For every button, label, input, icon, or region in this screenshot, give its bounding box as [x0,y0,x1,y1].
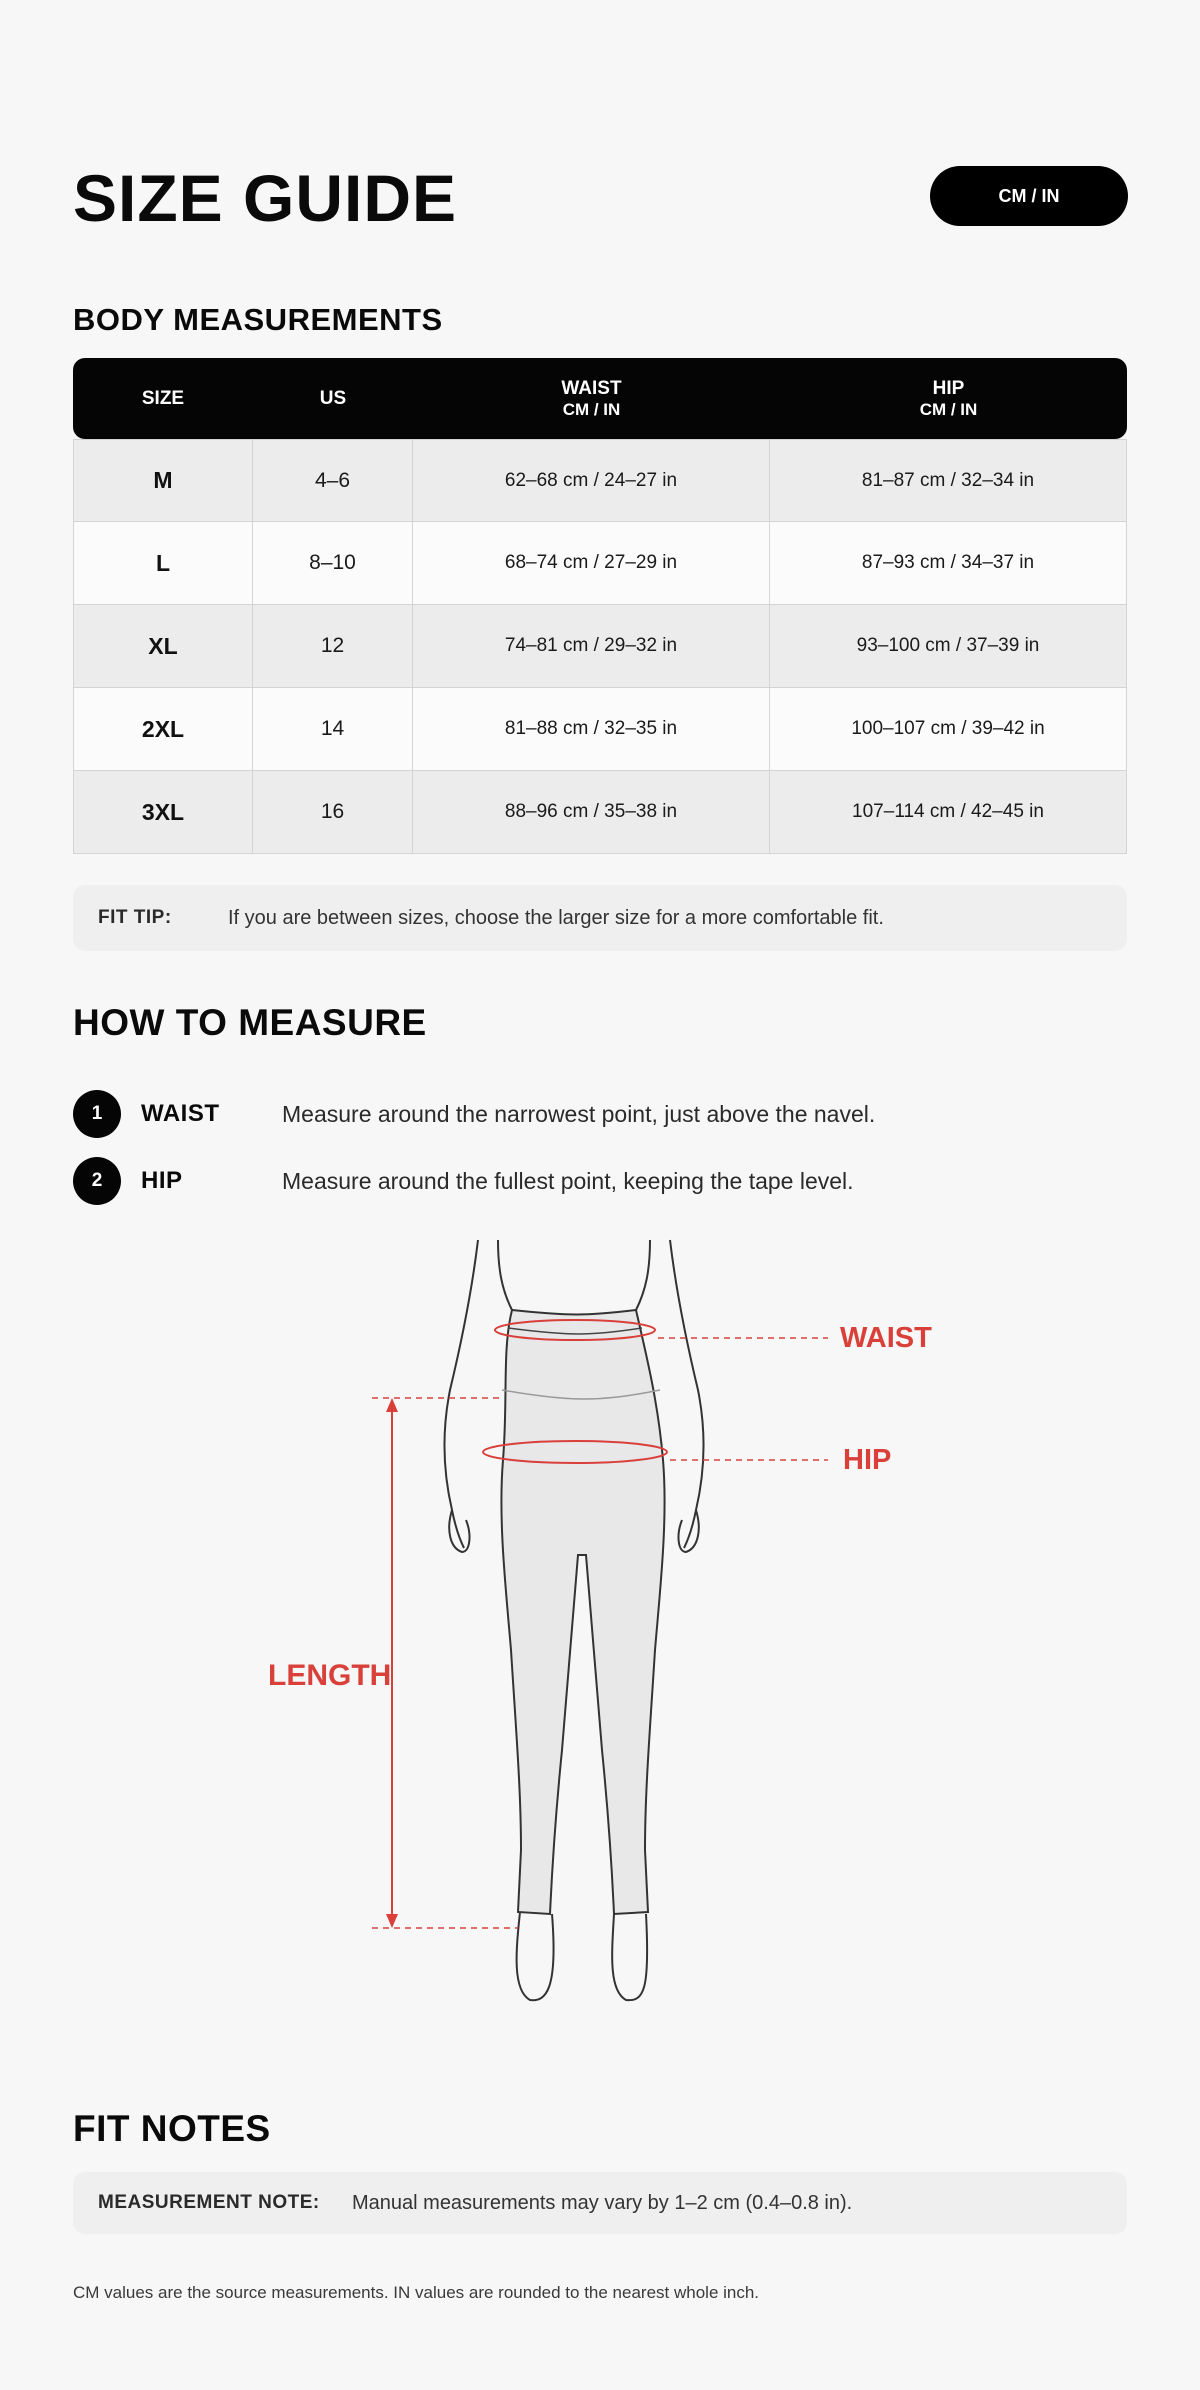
cell-us: 14 [253,688,413,771]
cell-us: 16 [253,771,413,854]
cell-waist: 81–88 cm / 32–35 in [413,688,770,771]
cell-hip: 93–100 cm / 37–39 in [770,605,1127,688]
hip-figure-label: HIP [843,1444,892,1476]
step-number-badge: 1 [73,1090,121,1138]
hip-unit-label: CM / IN [919,399,978,419]
footnote: CM values are the source measurements. IN values are rounded to the nearest whole inch. [73,2283,760,2302]
measurement-note-label: MEASUREMENT NOTE: [98,2192,320,2213]
length-arrow-bottom-icon [386,1914,398,1928]
cell-size: XL [73,605,253,688]
leggings-figure-illustration [240,1230,960,2030]
table-row [73,688,1127,771]
column-header-waist: WAIST CM / IN [413,358,770,439]
unit-toggle-button[interactable]: CM / IN [930,166,1128,226]
step-number-badge: 2 [73,1157,121,1205]
waist-unit-label: CM / IN [562,399,621,419]
cell-size: M [73,439,253,522]
body-measurements-heading: BODY MEASUREMENTS [73,302,443,337]
column-header-hip: HIP CM / IN [770,358,1127,439]
page-title: SIZE GUIDE [73,161,458,235]
table-row [73,605,1127,688]
step-description: Measure around the narrowest point, just above the navel. [282,1100,876,1127]
cell-size: 3XL [73,771,253,854]
table-row [73,522,1127,605]
size-table [73,358,1127,854]
step-name: HIP [141,1167,183,1194]
cell-waist: 68–74 cm / 27–29 in [413,522,770,605]
cell-hip: 107–114 cm / 42–45 in [770,771,1127,854]
fit-notes-heading: FIT NOTES [73,2108,271,2149]
cell-hip: 87–93 cm / 34–37 in [770,522,1127,605]
step-name: WAIST [141,1100,220,1127]
how-to-measure-heading: HOW TO MEASURE [73,1002,427,1043]
cell-hip: 81–87 cm / 32–34 in [770,439,1127,522]
leggings-shape [501,1310,664,1914]
column-header-us: US [253,358,413,439]
cell-us: 8–10 [253,522,413,605]
cell-waist: 74–81 cm / 29–32 in [413,605,770,688]
measurement-note-box [73,2172,1127,2234]
cell-us: 4–6 [253,439,413,522]
length-arrow-top-icon [386,1398,398,1412]
cell-size: 2XL [73,688,253,771]
measure-step-waist [73,1089,876,1139]
length-figure-label: LENGTH [268,1659,392,1692]
cell-hip: 100–107 cm / 39–42 in [770,688,1127,771]
fit-tip-label: FIT TIP: [98,907,172,928]
table-row [73,439,1127,522]
table-row [73,771,1127,854]
cell-waist: 62–68 cm / 24–27 in [413,439,770,522]
fit-tip-box [73,885,1127,951]
measure-step-hip [73,1156,854,1206]
cell-us: 12 [253,605,413,688]
measurement-note-text: Manual measurements may vary by 1–2 cm (0.4–0.8 in). [352,2191,853,2214]
cell-size: L [73,522,253,605]
cell-waist: 88–96 cm / 35–38 in [413,771,770,854]
column-header-size: SIZE [73,358,253,439]
feet-outline [517,1912,648,2000]
step-description: Measure around the fullest point, keeping the tape level. [282,1167,854,1194]
table-header-row [73,358,1127,439]
fit-tip-text: If you are between sizes, choose the larger size for a more comfortable fit. [228,906,884,929]
waist-figure-label: WAIST [840,1322,932,1354]
measurement-figure [240,1230,960,2030]
